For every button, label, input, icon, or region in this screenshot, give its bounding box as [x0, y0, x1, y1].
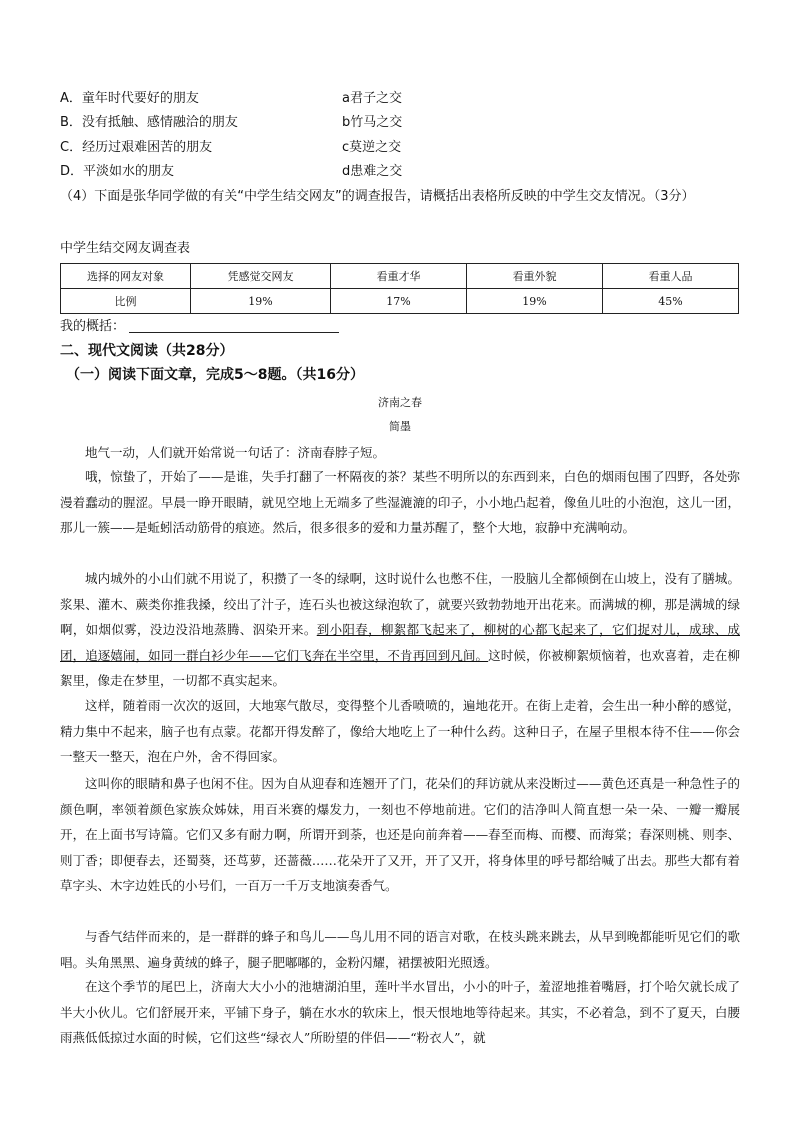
match-answer-a: a君子之交: [342, 91, 402, 106]
table-header-cell: 看重外貌: [467, 264, 603, 289]
summary-answer-blank[interactable]: [129, 318, 339, 333]
table-header-cell: 看重人品: [603, 264, 739, 289]
table-header-cell: 凭感觉交网友: [191, 264, 331, 289]
table-cell: 19%: [191, 289, 331, 314]
match-option-c: C．经历过艰难困苦的朋友: [60, 140, 213, 155]
match-option-b: B．没有抵触、感情融洽的朋友: [60, 115, 238, 130]
question-4: （4）下面是张华同学做的有关“中学生结交网友”的调查报告，请概括出表格所反映的中学生交友情况。（3分）: [60, 189, 695, 204]
survey-table-header-row: [61, 264, 739, 289]
match-option-a: A．童年时代要好的朋友: [60, 91, 199, 106]
article-paragraph: 哦，惊蛰了，开始了——是谁，失手打翻了一杯隔夜的茶？某些不明所以的东西到来，白色的烟雨包围了四野，各处弥漫着蠢动的腥涩。早晨一睁开眼睛，就见空地上无端多了些湿漉漉的印子，小小地凸起着，像鱼儿吐的小泡泡，这儿一团，那儿一簇——是蚯蚓活动筋骨的痕迹。然后，很多很多的爱和力量苏醒了，整个大地，寂静中充满响动。: [60, 469, 740, 536]
summary-row: [60, 316, 339, 338]
table-header-cell: 选择的网友对象: [61, 264, 191, 289]
table-cell: 19%: [467, 289, 603, 314]
article-title: 济南之春: [378, 396, 422, 409]
article-paragraph: 这叫你的眼睛和鼻子也闲不住。因为自从迎春和连翘开了门，花朵们的拜访就从来没断过——黄色还真是一种急性子的颜色啊，率领着颜色家族众姊妹，用百米赛的爆发力，一刻也不停地前进。它们的洁净叫人简直想一朵一朵、一瓣一瓣展开，在上面书写诗篇。它们又多有耐力啊，所谓开到荼，也还是向前奔着——春至而梅、而樱、而海棠；春深则桃、则李、则丁香；即便春去，还蜀葵，还茑萝，还蔷薇……花朵开了又开，开了又开，将身体里的呼号都给喊了出去。那些大都有着草字头、木字边姓氏的小号们，一百万一千万支地演奏香气。: [60, 776, 740, 894]
underlined-sentence: 到小阳春，柳絮都飞起来了，柳树的心都飞起来了，它们捉对儿，成球、成团，追逐嬉闹，如同一群白衫少年——它们飞奔在半空里，不肯再回到凡间。: [60, 622, 740, 663]
article-author: 简墨: [389, 420, 411, 433]
section-heading: 二、现代文阅读（共28分）: [60, 343, 234, 359]
article-paragraph: 这样，随着雨一次次的返回，大地寒气散尽，变得整个儿香喷喷的，遍地花开。在街上走着，会生出一种小醉的感觉，精力集中不起来，脑子也有点蒙。花都开得发醉了，像给大地吃上了一种什么药。这种日子，在屋子里根本待不住——你会一整天一整天，泡在户外，舍不得回家。: [60, 698, 740, 765]
table-header-cell: 看重才华: [331, 264, 467, 289]
survey-table-row: [61, 289, 739, 314]
summary-label: 我的概括：: [60, 319, 126, 334]
match-option-d: D．平淡如水的朋友: [60, 164, 175, 179]
paragraph-text: 城内城外的小山们就不用说了，积攒了一冬的绿啊，这时说什么也憋不住，一股脑儿全都倾倒在山坡上，没有了膳城。浆果、灌木、蕨类你推我搡，绞出了汁子，连石头也被这绿泡软了，就要兴致勃勃地开出花来。而满城的柳，那是满城的绿啊，如烟似雾，没边没沿地蒸腾、泅染开来。: [60, 571, 740, 638]
sub-heading: （一）阅读下面文章，完成5～8题。（共16分）: [66, 367, 364, 383]
match-answer-c: c莫逆之交: [342, 140, 402, 155]
match-answer-b: b竹马之交: [342, 115, 403, 130]
article-paragraph: [60, 566, 740, 694]
paragraph-text: 这时候，你被柳絮烦恼着，也欢喜着，走在柳絮里，像走在梦里，一切都不真实起来。: [60, 647, 740, 689]
table-cell: 比例: [61, 289, 191, 314]
article-paragraph: 在这个季节的尾巴上，济南大大小小的池塘湖泊里，莲叶半水冒出，小小的叶子，羞涩地推着嘴唇，打个哈欠就长成了半大小伙儿。它们舒展开来，平铺下身子，躺在水水的软床上，恨天恨地地等待起来。其实，不必着急，到不了夏天，白腰雨燕低低掠过水面的时候，它们这些“绿衣人”所盼望的伴侣——“粉衣人”，就: [60, 979, 740, 1046]
article-paragraph: 地气一动，人们就开始常说一句话了：济南春脖子短。: [85, 445, 386, 460]
table-caption: 中学生结交网友调查表: [60, 241, 191, 256]
match-answer-d: d患难之交: [342, 164, 403, 179]
table-cell: 17%: [331, 289, 467, 314]
article-paragraph: 与香气结伴而来的，是一群群的蜂子和鸟儿——鸟儿用不同的语言对歌，在枝头跳来跳去，从早到晚都能听见它们的歌唱。头角黑黑、遍身黄绒的蜂子，腿子肥嘟嘟的，金粉闪耀，裙摆被阳光照透。: [60, 929, 740, 970]
survey-table: [60, 263, 739, 314]
table-cell: 45%: [603, 289, 739, 314]
